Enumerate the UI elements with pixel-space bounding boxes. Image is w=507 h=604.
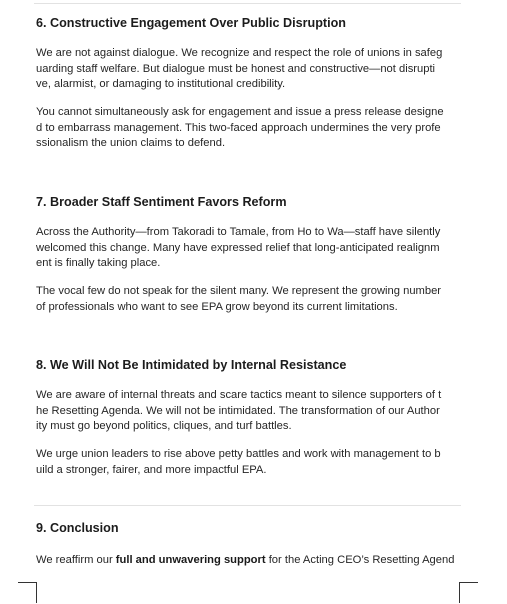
- section-8-paragraph-1: We are aware of internal threats and scare tactics meant to silence supporters of t he Resetting Agenda. We will not be intimidated. The transformation of our Author ity must go beyond politics, cliques, and turf battles.: [36, 389, 442, 433]
- conclusion-bold-text: full and unwavering support: [115, 554, 266, 566]
- section-9-heading: 9. Conclusion: [36, 521, 119, 535]
- section-7-heading: 7. Broader Staff Sentiment Favors Reform: [36, 195, 287, 209]
- section-8-heading: 8. We Will Not Be Intimidated by Internal Resistance: [36, 358, 347, 372]
- conclusion-paragraph: [36, 553, 466, 569]
- section-8-paragraph-2: We urge union leaders to rise above petty battles and work with management to b uild a stronger, fairer, and more impactful EPA.: [36, 448, 441, 476]
- section-7-paragraph-1: Across the Authority—from Takoradi to Tamale, from Ho to Wa—staff have silently welcomed this change. Many have expressed relief that long-anticipated realignm ent is finally taking place.: [36, 226, 441, 270]
- page-corner-mark-right: [459, 582, 478, 603]
- section-6-paragraph-1: We are not against dialogue. We recognize and respect the role of unions in safeg uarding staff welfare. But dialogue must be honest and constructive—not disrupti ve, alarmist, or damaging to institutional credibility.: [36, 47, 443, 91]
- page-top-divider: [34, 3, 461, 4]
- section-6-paragraph-2: You cannot simultaneously ask for engagement and issue a press release designe d to embarrass management. This two-faced approach undermines the very profe ssionalism the union claims to defend.: [36, 106, 444, 150]
- conclusion-text-start: We reaffirm our: [36, 554, 116, 566]
- section-6-heading: 6. Constructive Engagement Over Public Disruption: [36, 16, 347, 30]
- page-corner-mark-left: [18, 582, 37, 603]
- section-divider: [34, 505, 461, 506]
- section-7-paragraph-2: The vocal few do not speak for the silent many. We represent the growing number of professionals who want to see EPA grow beyond its current limitations.: [36, 285, 442, 313]
- conclusion-text-end: for the Acting CEO’s Resetting Agend: [265, 554, 455, 566]
